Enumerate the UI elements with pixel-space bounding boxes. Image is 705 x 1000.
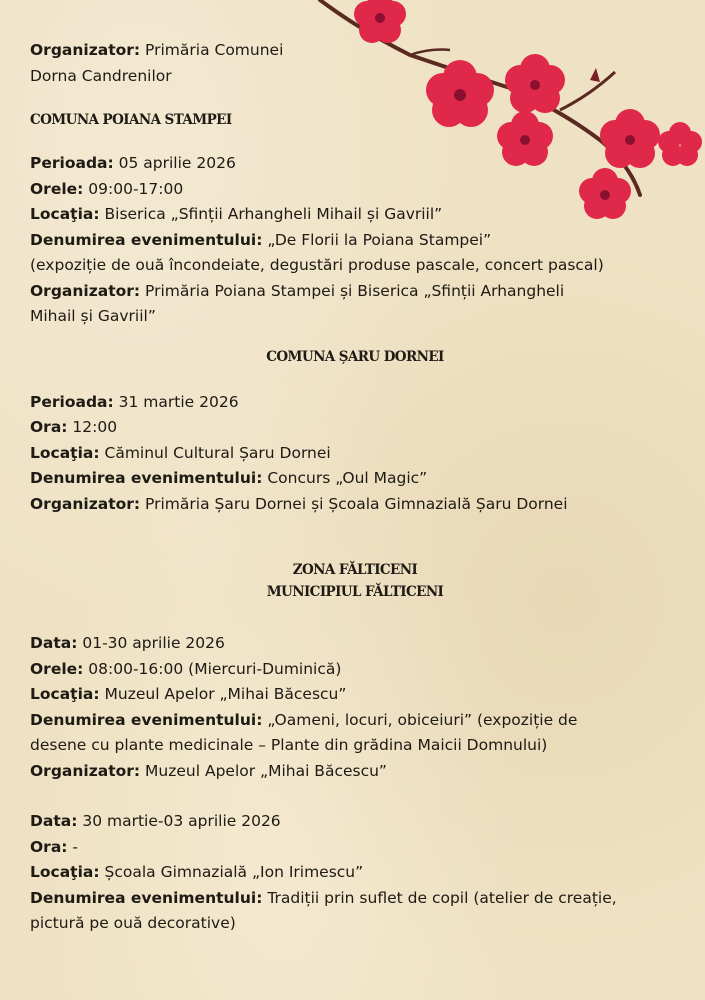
location-value: Muzeul Apelor „Mihai Băcescu” — [104, 685, 347, 703]
hours-line — [30, 657, 680, 683]
date-value: 30 martie-03 aprilie 2026 — [82, 812, 281, 830]
hours-label: Orele: — [30, 179, 84, 198]
location-line — [30, 441, 680, 467]
event-label: Denumirea evenimentului: — [30, 469, 263, 487]
date-label: Data: — [30, 812, 78, 830]
period-line — [30, 390, 680, 416]
event-label: Denumirea evenimentului: — [30, 230, 263, 249]
event-label: Denumirea evenimentului: — [30, 710, 263, 729]
location-line — [30, 860, 680, 886]
organizer-line — [30, 492, 680, 518]
period-label: Perioada: — [30, 392, 114, 411]
period-line — [30, 151, 680, 177]
date-value: 01-30 aprilie 2026 — [82, 634, 225, 652]
event-value: „De Florii la Poiana Stampei” — [267, 230, 492, 249]
organizer-value: Primăria Poiana Stampei și Biserica „Sfinții Arhangheli — [145, 281, 565, 300]
hour-label: Ora: — [30, 418, 68, 436]
organizer-value: Primăria Comunei — [145, 41, 284, 59]
event-line — [30, 466, 680, 492]
location-label: Locaţia: — [30, 863, 100, 881]
document-body — [30, 38, 680, 937]
section-heading-poiana-stampei: COMUNA POIANA STAMPEI — [30, 112, 232, 128]
hour-value: 12:00 — [72, 418, 118, 436]
hours-line — [30, 177, 680, 203]
organizer-continued: Dorna Candrenilor — [30, 66, 172, 85]
date-line — [30, 631, 680, 657]
date-line — [30, 809, 680, 835]
event-line — [30, 708, 680, 734]
organizer-value: Primăria Șaru Dornei și Școala Gimnazială Șaru Dornei — [145, 494, 568, 513]
event-value: Tradiții prin suflet de copil (atelier de creație, — [267, 888, 617, 907]
event-continued: pictură pe ouă decorative) — [30, 914, 236, 932]
hours-value: 08:00-16:00 (Miercuri-Duminică) — [88, 659, 342, 678]
hour-line — [30, 415, 680, 441]
organizer-continued: Mihail și Gavriil” — [30, 307, 156, 325]
location-value: Căminul Cultural Șaru Dornei — [104, 443, 331, 462]
location-label: Locaţia: — [30, 443, 100, 462]
event-line — [30, 886, 680, 912]
location-line — [30, 202, 680, 228]
period-value: 05 aprilie 2026 — [118, 154, 236, 172]
organizer-label: Organizator: — [30, 761, 141, 780]
event-value: Concurs „Oul Magic” — [267, 469, 428, 487]
organizer-value: Muzeul Apelor „Mihai Băcescu” — [145, 761, 387, 780]
section-heading-municipiul-falticeni: MUNICIPIUL FĂLTICENI — [266, 584, 444, 600]
location-value: Școala Gimnazială „Ion Irimescu” — [104, 863, 364, 881]
location-label: Locaţia: — [30, 685, 100, 703]
date-label: Data: — [30, 634, 78, 652]
event-note: (expoziție de ouă încondeiate, degustări produse pascale, concert pascal) — [30, 256, 604, 274]
section-heading-zona-falticeni: ZONA FĂLTICENI — [292, 562, 418, 578]
organizer-line — [30, 279, 680, 305]
event-line — [30, 228, 680, 254]
organizer-line — [30, 759, 680, 785]
event-label: Denumirea evenimentului: — [30, 888, 263, 907]
period-value: 31 martie 2026 — [118, 392, 239, 411]
location-label: Locaţia: — [30, 205, 100, 223]
event-value: „Oameni, locuri, obiceiuri” (expoziție de — [267, 710, 578, 729]
organizer-label: Organizator: — [30, 281, 141, 300]
event-continued: desene cu plante medicinale – Plante din grădina Maicii Domnului) — [30, 736, 548, 754]
hours-value: 09:00-17:00 — [88, 179, 184, 198]
organizer-line — [30, 38, 680, 64]
organizer-label: Organizator: — [30, 41, 141, 59]
period-label: Perioada: — [30, 154, 114, 172]
hour-label: Ora: — [30, 837, 68, 856]
section-heading-saru-dornei: COMUNA ȘARU DORNEI — [266, 348, 444, 365]
location-value: Biserica „Sfinții Arhangheli Mihail și Gavriil” — [104, 205, 443, 223]
hour-value: - — [72, 837, 79, 856]
location-line — [30, 682, 680, 708]
hours-label: Orele: — [30, 659, 84, 678]
organizer-label: Organizator: — [30, 494, 141, 513]
hour-line — [30, 835, 680, 861]
